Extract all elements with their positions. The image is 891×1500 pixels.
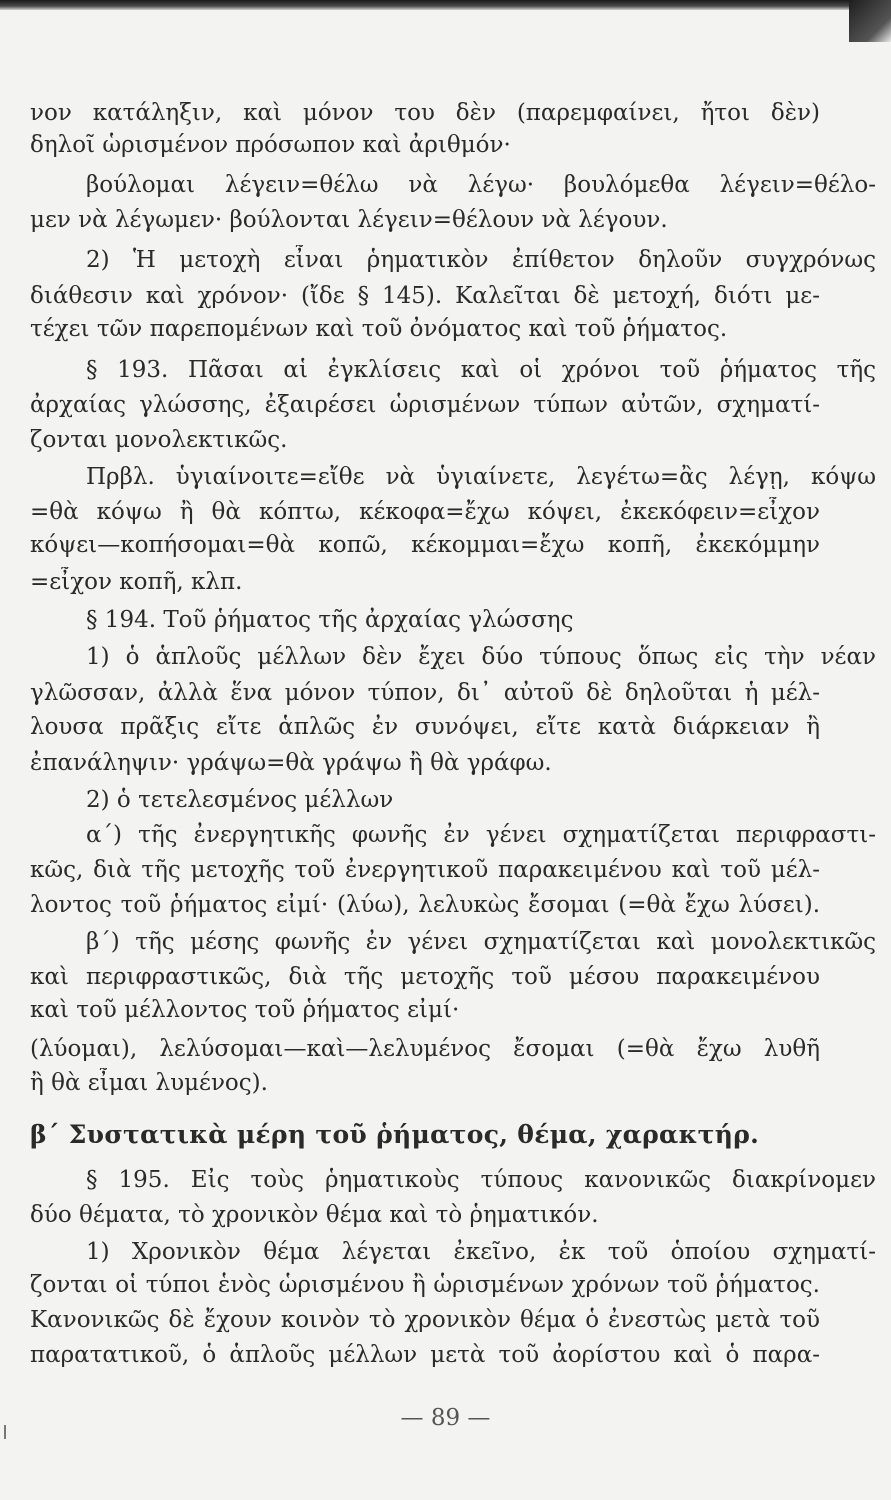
text-line: 1) Χρονικὸν θέμα λέγεται ἐκεῖνο, ἐκ τοῦ ὁποίου σχηματί- <box>86 1239 876 1265</box>
text-line: ζονται μονολεκτικῶς. <box>30 427 288 453</box>
text-line: § 193. Πᾶσαι αἱ ἐγκλίσεις καὶ οἱ χρόνοι τοῦ ῥήματος τῆς <box>86 357 876 383</box>
text-line: κῶς, διὰ τῆς μετοχῆς τοῦ ἐνεργητικοῦ παρακειμένου καὶ τοῦ μέλ- <box>30 857 820 883</box>
text-line: νον κατάληξιν, καὶ μόνον του δὲν (παρεμφαίνει, ἤτοι δὲν) <box>30 100 820 126</box>
text-line: καὶ περιφραστικῶς, διὰ τῆς μετοχῆς τοῦ μέσου παρακειμένου <box>30 964 820 990</box>
text-line: παρατατικοῦ, ὁ ἁπλοῦς μέλλων μετὰ τοῦ ἀορίστου καὶ ὁ παρα- <box>30 1342 820 1368</box>
text-line: =θὰ κόψω ἢ θὰ κόπτω, κέκοφα=ἔχω κόψει, ἐκεκόφειν=εἶχον <box>30 499 820 525</box>
text-line: § 195. Εἰς τοὺς ῥηματικοὺς τύπους κανονικῶς διακρίνομεν <box>86 1167 876 1193</box>
text-line: Κανονικῶς δὲ ἔχουν κοινὸν τὸ χρονικὸν θέμα ὁ ἐνεστὼς μετὰ τοῦ <box>30 1307 820 1333</box>
text-line: Πρβλ. ὑγιαίνοιτε=εἴθε νὰ ὑγιαίνετε, λεγέτω=ἂς λέγῃ, κόψω <box>86 464 876 490</box>
text-line: μεν νὰ λέγωμεν· βούλονται λέγειν=θέλουν νὰ λέγουν. <box>30 207 668 233</box>
text-line: =εἶχον κοπῆ, κλπ. <box>30 569 243 595</box>
scan-top-edge <box>0 0 891 10</box>
text-line: ἢ θὰ εἶμαι λυμένος). <box>30 1070 268 1096</box>
text-line: δηλοῖ ὡρισμένον πρόσωπον καὶ ἀριθμόν· <box>30 132 511 158</box>
text-line: γλῶσσαν, ἀλλὰ ἕνα μόνον τύπον, δι᾽ αὐτοῦ δὲ δηλοῦται ἡ μέλ- <box>30 680 820 706</box>
text-line: κόψει—κοπήσομαι=θὰ κοπῶ, κέκομμαι=ἔχω κοπῆ, ἐκεκόμμην <box>30 532 820 558</box>
text-line: διάθεσιν καὶ χρόνον· (ἴδε § 145). Καλεῖται δὲ μετοχή, διότι με- <box>30 283 820 309</box>
text-line: λουσα πρᾶξις εἴτε ἁπλῶς ἐν συνόψει, εἴτε κατὰ διάρκειαν ἢ <box>30 714 820 740</box>
text-line: βούλομαι λέγειν=θέλω νὰ λέγω· βουλόμεθα λέγειν=θέλο- <box>86 172 876 198</box>
text-line: 2) Ἡ μετοχὴ εἶναι ῥηματικὸν ἐπίθετον δηλοῦν συγχρόνως <box>86 247 876 273</box>
text-line: ἀρχαίας γλώσσης, ἐξαιρέσει ὡρισμένων τύπων αὐτῶν, σχηματί- <box>30 392 820 418</box>
text-line: λοντος τοῦ ῥήματος εἰμί· (λύω), λελυκὼς ἔσομαι (=θὰ ἔχω λύσει). <box>30 892 820 918</box>
text-line: (λύομαι), λελύσομαι—καὶ—λελυμένος ἔσομαι (=θὰ ἔχω λυθῆ <box>30 1036 820 1062</box>
section-heading: β΄ Συστατικὰ μέρη τοῦ ῥήματος, θέμα, χαρακτήρ. <box>30 1120 760 1149</box>
text-line: καὶ τοῦ μέλλοντος τοῦ ῥήματος εἰμί· <box>30 997 460 1023</box>
text-line: τέχει τῶν παρεπομένων καὶ τοῦ ὀνόματος καὶ τοῦ ῥήματος. <box>30 316 728 342</box>
scan-corner-shadow <box>849 0 891 42</box>
text-line: ζονται οἱ τύποι ἑνὸς ὡρισμένου ἢ ὡρισμένων χρόνων τοῦ ῥήματος. <box>30 1272 820 1298</box>
text-line: § 194. Τοῦ ῥήματος τῆς ἀρχαίας γλώσσης <box>86 607 574 633</box>
text-line: α΄) τῆς ἐνεργητικῆς φωνῆς ἐν γένει σχηματίζεται περιφραστι- <box>86 822 876 848</box>
text-line: 2) ὁ τετελεσμένος μέλλων <box>86 787 394 813</box>
page-number: — 89 — <box>400 1405 491 1431</box>
text-line: β΄) τῆς μέσης φωνῆς ἐν γένει σχηματίζεται καὶ μονολεκτικῶς <box>86 929 876 955</box>
text-line: δύο θέματα, τὸ χρονικὸν θέμα καὶ τὸ ῥηματικόν. <box>30 1202 599 1228</box>
scan-mark <box>4 1425 6 1439</box>
text-line: ἐπανάληψιν· γράψω=θὰ γράψω ἢ θὰ γράφω. <box>30 750 552 776</box>
text-line: 1) ὁ ἁπλοῦς μέλλων δὲν ἔχει δύο τύπους ὅπως εἰς τὴν νέαν <box>86 644 876 670</box>
